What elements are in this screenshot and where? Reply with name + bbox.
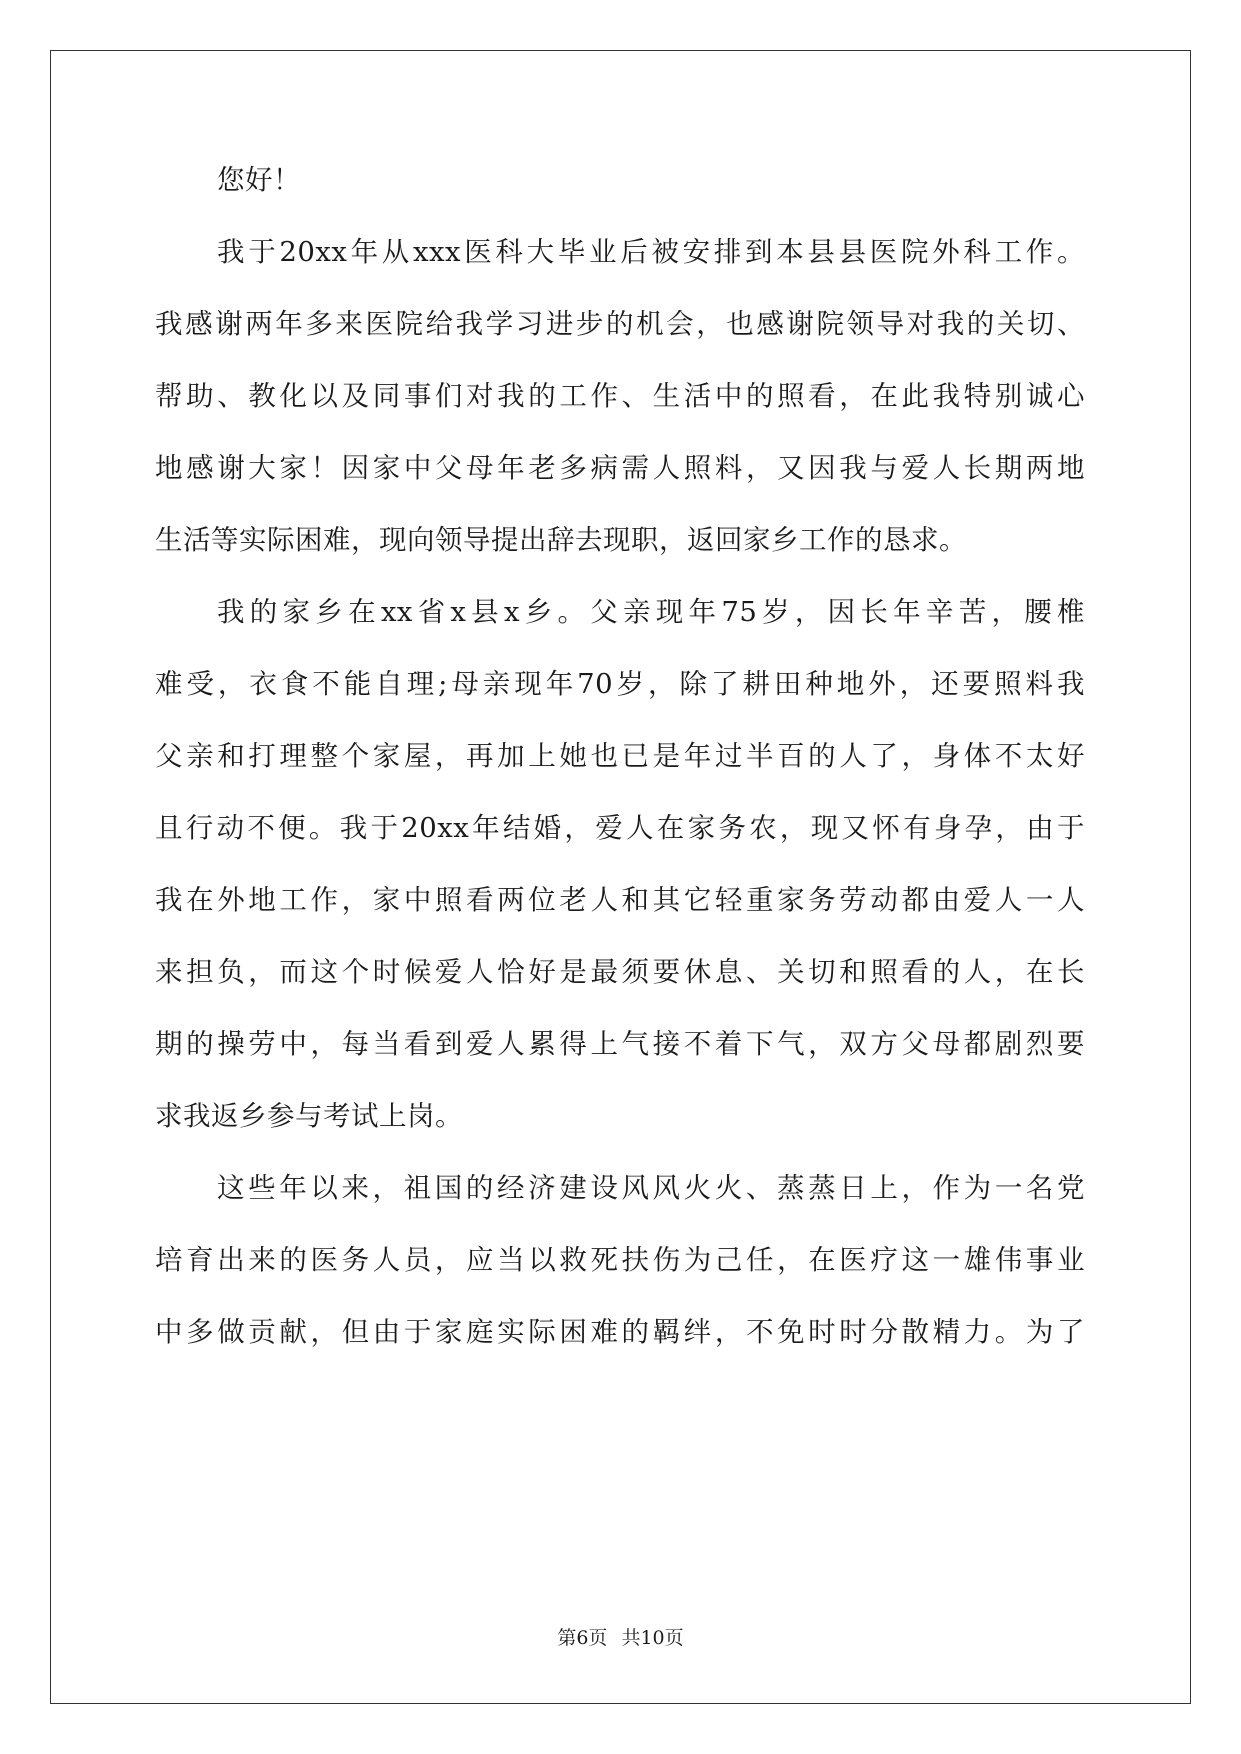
text-line: 生活等实际困难，现向领导提出辞去现职，返回家乡工作的恳求。 xyxy=(155,524,967,556)
text-line: 且行动不便。我于20xx年结婚，爱人在家务农，现又怀有身孕，由于 xyxy=(155,812,1085,844)
text-line: 帮助、教化以及同事们对我的工作、生活中的照看，在此我特别诚心 xyxy=(155,380,1085,412)
text-line: 期的操劳中，每当看到爱人累得上气接不着下气，双方父母都剧烈要 xyxy=(155,1028,1085,1060)
text-line: 我在外地工作，家中照看两位老人和其它轻重家务劳动都由爱人一人 xyxy=(155,884,1085,916)
page-footer xyxy=(0,1625,1241,1651)
page-total: 共10页 xyxy=(621,1627,684,1649)
page-number: 第6页 xyxy=(557,1627,608,1649)
greeting-line: 您好！ xyxy=(217,164,301,196)
text-line: 来担负，而这个时候爱人恰好是最须要休息、关切和照看的人，在长 xyxy=(155,956,1085,988)
text-line: 父亲和打理整个家屋，再加上她也已是年过半百的人了，身体不太好 xyxy=(155,740,1085,772)
text-line: 我的家乡在xx省x县x乡。父亲现年75岁，因长年辛苦，腰椎 xyxy=(217,596,1085,628)
text-line: 我于20xx年从xxx医科大毕业后被安排到本县县医院外科工作。 xyxy=(217,236,1085,268)
text-line: 难受，衣食不能自理;母亲现年70岁，除了耕田种地外，还要照料我 xyxy=(155,668,1085,700)
text-line: 中多做贡献，但由于家庭实际困难的羁绊，不免时时分散精力。为了 xyxy=(155,1316,1085,1348)
text-line: 这些年以来，祖国的经济建设风风火火、蒸蒸日上，作为一名党 xyxy=(217,1172,1085,1204)
page-border xyxy=(50,50,1191,1704)
text-line: 我感谢两年多来医院给我学习进步的机会，也感谢院领导对我的关切、 xyxy=(155,308,1085,340)
text-line: 求我返乡参与考试上岗。 xyxy=(155,1100,463,1132)
text-line: 地感谢大家！因家中父母年老多病需人照料，又因我与爱人长期两地 xyxy=(155,452,1085,484)
text-line: 培育出来的医务人员，应当以救死扶伤为己任，在医疗这一雄伟事业 xyxy=(155,1244,1085,1276)
